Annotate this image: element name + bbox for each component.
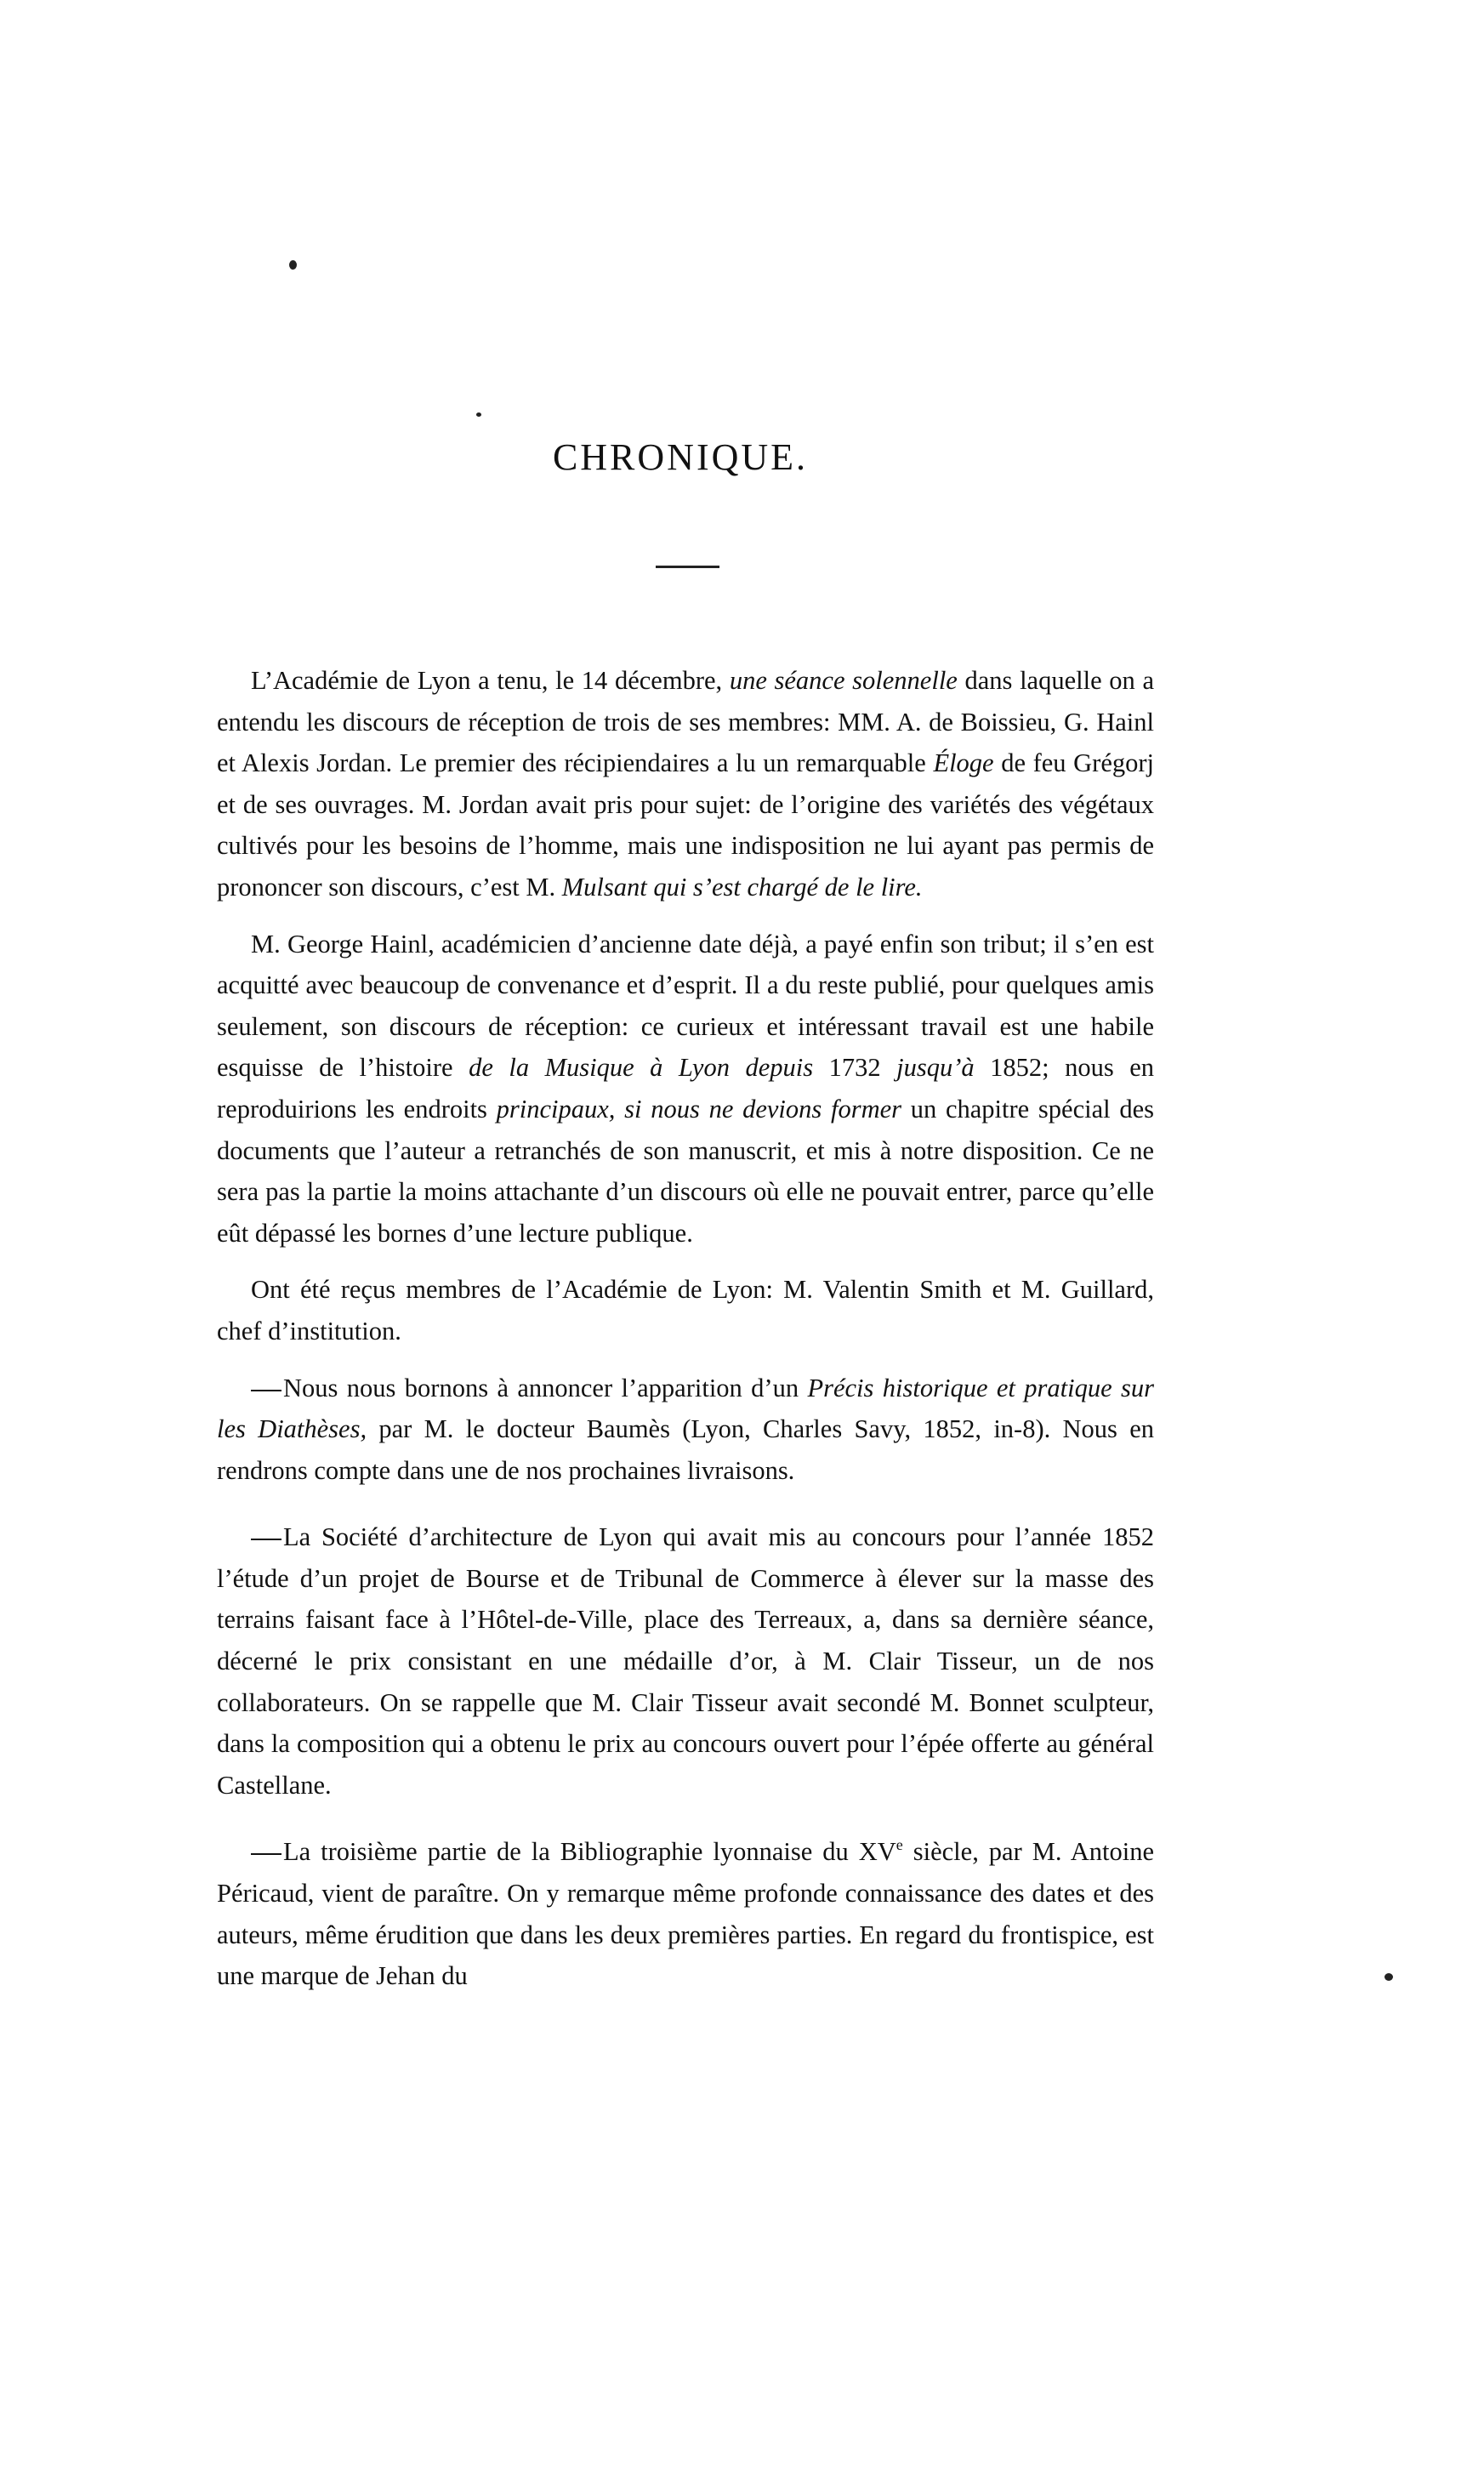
italic-text: Éloge: [933, 748, 994, 778]
page-title: CHRONIQUE.: [552, 436, 809, 478]
paragraph: [217, 1269, 1154, 1351]
ink-speck: [1384, 1973, 1393, 1981]
italic-text: une séance solennelle: [729, 666, 958, 695]
text-run: La troisième partie de la Bibliographie lyonnaise du XV: [283, 1837, 896, 1867]
paragraph: [217, 1516, 1154, 1806]
text-run: M. George Hainl, académicien d’ancienne date déjà, a payé enfin son tribut; il s’en est acquitté avec beaucoup de convenance et d’esprit. Il a du reste publié, pour quelques amis seulement, son discours de réception: ce curieux et intéressant travail est une habile esquisse de l’histoire: [217, 929, 1154, 1083]
ink-speck: [476, 412, 481, 417]
superscript: e: [896, 1836, 903, 1854]
paragraph: [217, 1831, 1154, 1996]
article-body: [217, 645, 1154, 1997]
italic-text: Mulsant qui s’est chargé de le lire.: [561, 872, 923, 902]
em-dash: [251, 1539, 281, 1540]
ink-speck: [289, 260, 297, 270]
text-run: 1852; nous en reproduirions les endroits: [217, 1053, 1155, 1124]
text-run: Ont été reçus membres de l’Académie de Lyon: M. Valentin Smith et M. Guillard, chef d’institution.: [217, 1275, 1154, 1345]
text-run: L’Académie de Lyon a tenu, le 14 décembre,: [251, 666, 730, 695]
text-run: Nous nous bornons à annoncer l’apparition d’un: [283, 1373, 808, 1402]
text-run: un chapitre spécial des documents que l’auteur a retranchés de son manuscrit, et mis à notre disposition. Ce ne sera pas la partie la moins attachante d’un discours où elle ne pouvait entrer, parce qu’elle eût dépassé les bornes d’une lecture publique.: [217, 1094, 1154, 1248]
paragraph: [217, 660, 1154, 908]
paragraph: [217, 1368, 1154, 1492]
text-run: siècle, par M. Antoine Péricaud, vient de paraître. On y remarque même profonde connaissance des dates et des auteurs, même érudition que dans les deux premières parties. En regard du frontispice, est une marque de Jehan du: [217, 1837, 1154, 1991]
text-run: 1732: [813, 1053, 897, 1083]
italic-text: jusqu’à: [896, 1053, 975, 1083]
italic-text: principaux, si nous ne devions former: [496, 1094, 902, 1124]
text-run: de feu Grégorj et de ses ouvrages. M. Jordan avait pris pour sujet: de l’origine des variétés des végétaux cultivés pour les besoins de l’homme, mais une indisposition ne lui ayant pas permis de prononcer son discours, c’est M.: [217, 748, 1154, 902]
italic-text: de la Musique à Lyon depuis: [469, 1053, 814, 1083]
paragraph: [217, 924, 1154, 1254]
text-run: dans laquelle on a entendu les discours de réception de trois de ses membres: MM. A. de Boissieu, G. Hainl et Alexis Jordan. Le premier des récipiendaires a lu un remarquable: [217, 666, 1154, 778]
text-run: La Société d’architecture de Lyon qui avait mis au concours pour l’année 1852 l’étude d’un projet de Bourse et de Tribunal de Commerce à élever sur la masse des terrains faisant face à l’Hôtel-de-Ville, place des Terreaux, a, dans sa dernière séance, décerné le prix consistant en une médaille d’or, à M. Clair Tisseur, un de nos collaborateurs. On se rappelle que M. Clair Tisseur avait secondé M. Bonnet sculpteur, dans la composition qui a obtenu le prix au concours ouvert pour l’épée offerte au général Castellane.: [217, 1522, 1154, 1800]
title-rule: [656, 566, 719, 568]
text-run: par M. le docteur Baumès (Lyon, Charles Savy, 1852, in-8). Nous en rendrons compte dans une de nos prochaines livraisons.: [217, 1414, 1154, 1485]
italic-text: Précis historique et pratique sur les Diathèses,: [217, 1373, 1154, 1444]
em-dash: [251, 1853, 281, 1855]
em-dash: [251, 1390, 281, 1391]
